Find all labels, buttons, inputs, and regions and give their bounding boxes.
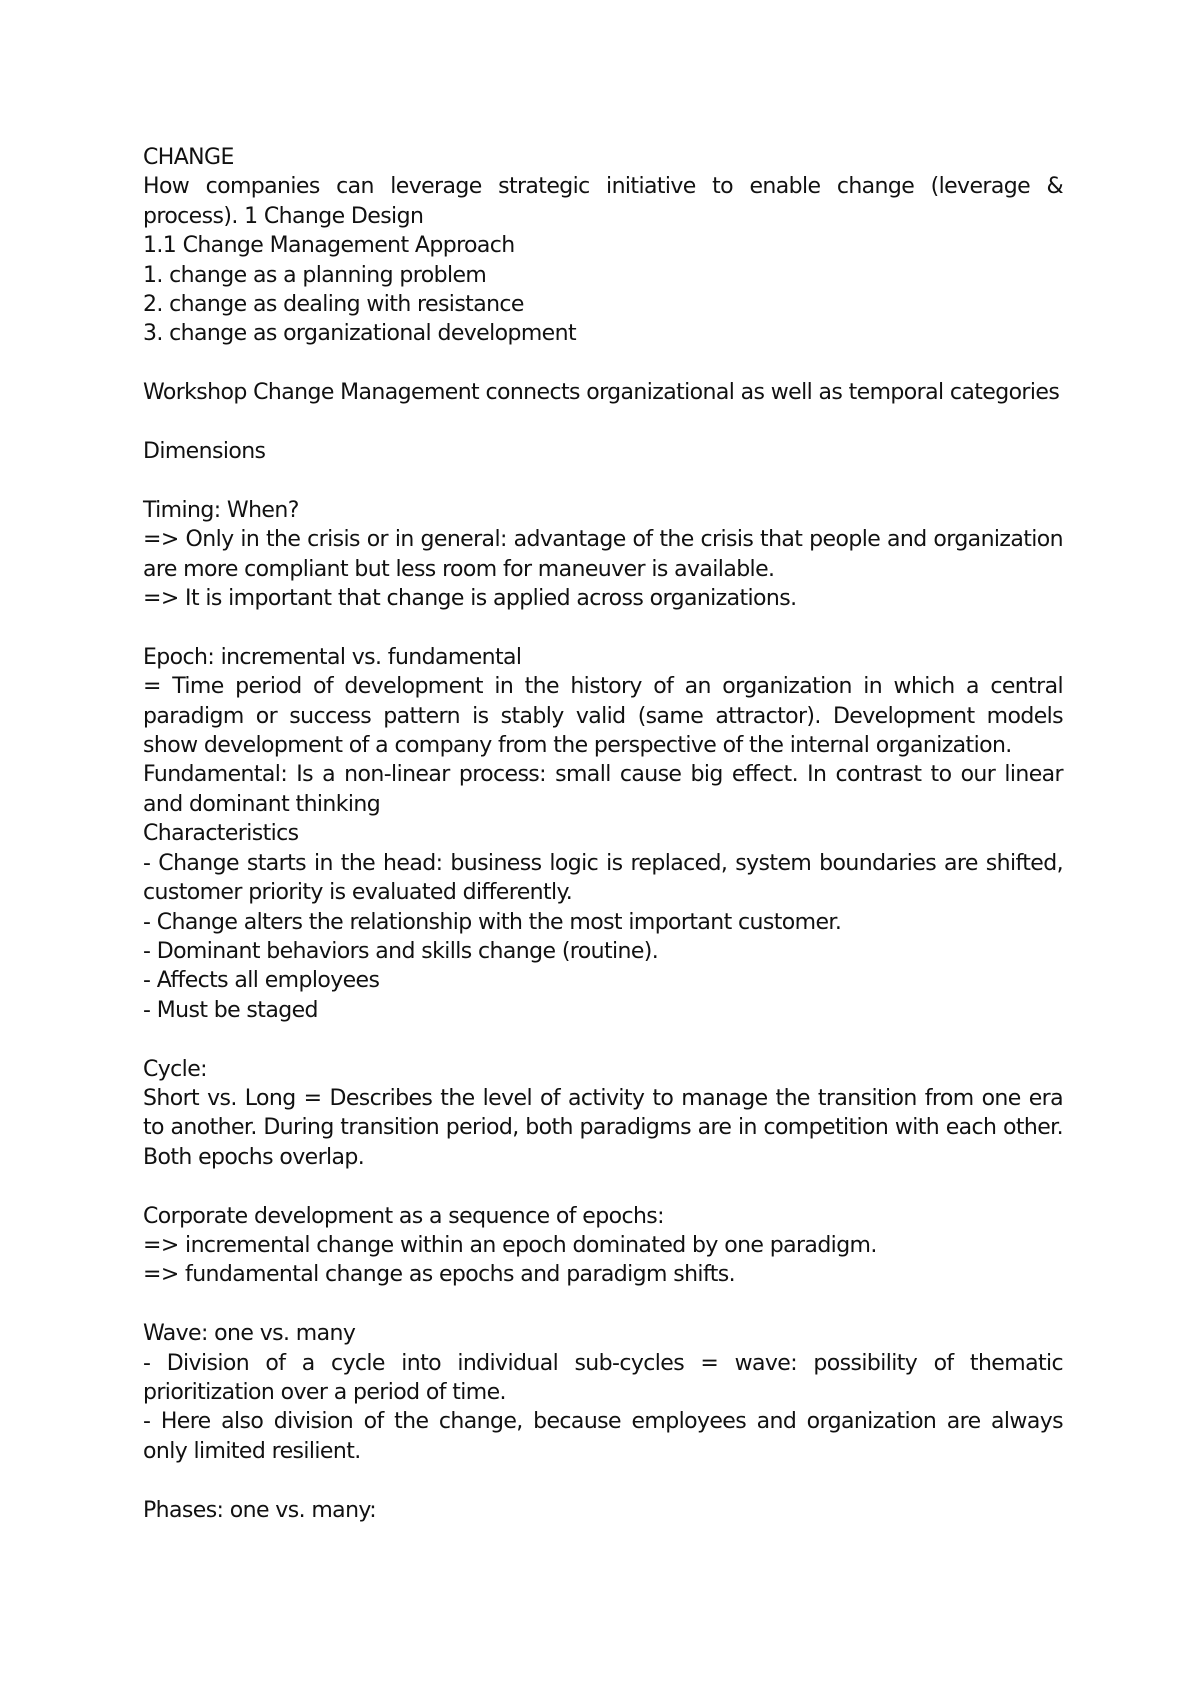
spacer [143,1290,1063,1319]
spacer [143,613,1063,642]
spacer [143,1025,1063,1054]
characteristic-item: - Dominant behaviors and skills change (routine). [143,938,659,964]
spacer [143,408,1063,437]
workshop-paragraph: Workshop Change Management connects organizational as well as temporal categories [143,380,1060,406]
approach-item: 1. change as a planning problem [143,262,487,288]
characteristic-item: - Affects all employees [143,968,380,994]
epoch-heading: Epoch: incremental vs. fundamental [143,644,522,670]
approach-item: 3. change as organizational development [143,321,576,347]
wave-line: - Here also division of the change, because employees and organization are always only limited resilient. [143,1409,1063,1464]
timing-line: => It is important that change is applied across organizations. [143,586,797,612]
timing-heading: Timing: When? [143,497,299,523]
cycle-heading: Cycle: [143,1056,207,1082]
spacer [143,349,1063,378]
timing-line: => Only in the crisis or in general: advantage of the crisis that people and organization are more compliant but less room for maneuver is available. [143,527,1063,582]
phases-heading: Phases: one vs. many: [143,1497,377,1523]
document-title: CHANGE [143,145,234,170]
epoch-fundamental: Fundamental: Is a non-linear process: small cause big effect. In contrast to our linear and dominant thinking [143,762,1063,817]
epoch-definition: = Time period of development in the history of an organization in which a central paradigm or success pattern is stably valid (same attractor). Development models show development of a company from the perspective of the internal organization. [143,674,1063,759]
intro-paragraph: How companies can leverage strategic initiative to enable change (leverage & process). 1 Change Design [143,174,1063,229]
spacer [143,1466,1063,1495]
corporate-line: => fundamental change as epochs and paradigm shifts. [143,1262,735,1288]
document-page [143,143,1063,1525]
characteristics-heading: Characteristics [143,821,299,847]
approach-item: 2. change as dealing with resistance [143,292,524,318]
cycle-text: Short vs. Long = Describes the level of activity to manage the transition from one era to another. During transition period, both paradigms are in competition with each other. Both epochs overlap. [143,1085,1063,1170]
approach-heading: 1.1 Change Management Approach [143,233,515,259]
wave-heading: Wave: one vs. many [143,1321,356,1347]
wave-line: - Division of a cycle into individual sub-cycles = wave: possibility of thematic prioritization over a period of time. [143,1350,1063,1405]
spacer [143,1172,1063,1201]
dimensions-heading: Dimensions [143,439,266,465]
corporate-heading: Corporate development as a sequence of epochs: [143,1203,664,1229]
spacer [143,466,1063,495]
characteristic-item: - Change starts in the head: business logic is replaced, system boundaries are shifted, customer priority is evaluated differently. [143,850,1063,906]
corporate-line: => incremental change within an epoch dominated by one paradigm. [143,1232,877,1258]
characteristic-item: - Must be staged [143,997,318,1023]
characteristic-item: - Change alters the relationship with the most important customer. [143,909,842,935]
